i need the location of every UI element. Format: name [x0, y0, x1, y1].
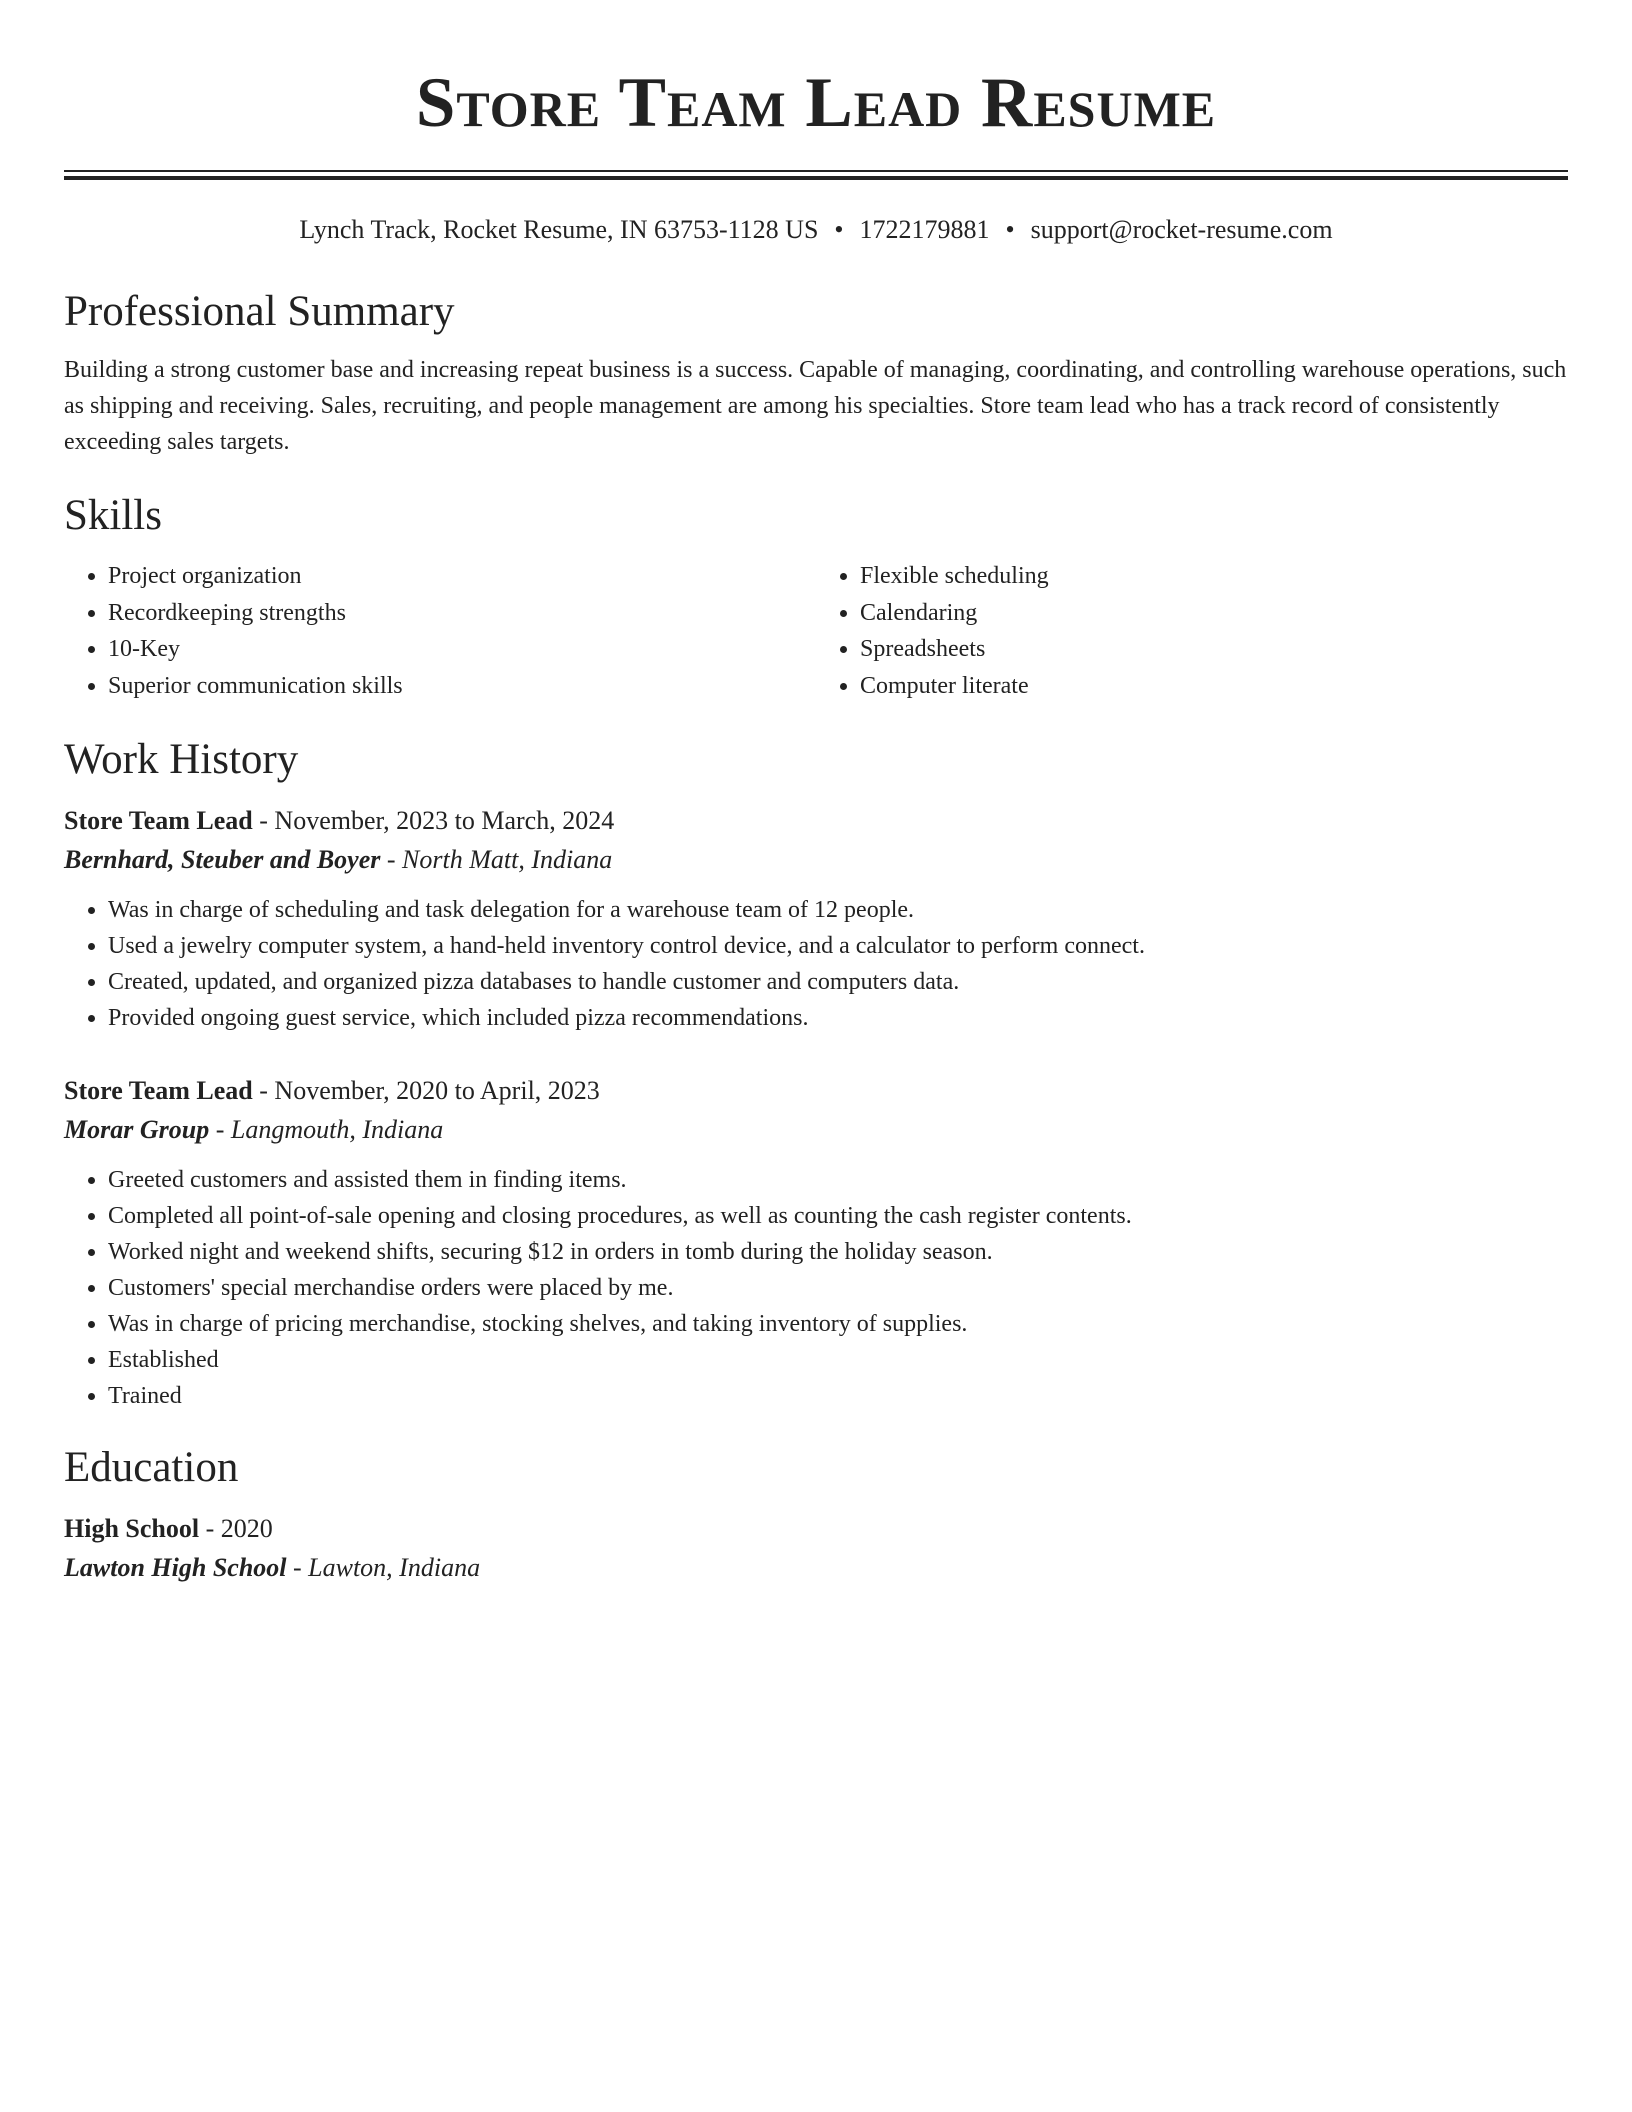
divider-thick-line	[64, 176, 1568, 180]
job-duty: • Provided ongoing guest service, which included pizza recommendations.	[108, 1000, 1568, 1036]
contact-address: Lynch Track, Rocket Resume, IN 63753-1128 US	[299, 215, 819, 244]
education-school-line	[64, 1548, 1568, 1588]
skills-column-left	[64, 558, 816, 704]
job-company-line	[64, 840, 1568, 880]
job-title-line	[64, 802, 1568, 840]
job-duty: • Established	[108, 1342, 1568, 1378]
job-location: - Langmouth, Indiana	[209, 1115, 444, 1144]
skill-item: • Flexible scheduling	[860, 558, 1568, 595]
job-title: Store Team Lead	[64, 806, 253, 835]
summary-heading: Professional Summary	[64, 288, 455, 335]
skill-item: • Recordkeeping strengths	[108, 595, 816, 632]
skill-item: • Superior communication skills	[108, 668, 816, 705]
job-duty: • Used a jewelry computer system, a hand-held inventory control device, and a calculator to perform connect.	[108, 928, 1568, 964]
job-duty: • Worked night and weekend shifts, securing $12 in orders in tomb during the holiday season.	[108, 1234, 1568, 1270]
contact-separator: •	[1005, 215, 1015, 244]
work-history-heading: Work History	[64, 736, 299, 783]
education-degree-line	[64, 1510, 1568, 1548]
job-duties	[64, 1162, 1568, 1414]
education-degree: High School	[64, 1514, 200, 1543]
education-entry	[64, 1510, 1568, 1588]
job-duty: • Customers' special merchandise orders were placed by me.	[108, 1270, 1568, 1306]
skill-item: • Calendaring	[860, 595, 1568, 632]
contact-separator: •	[834, 215, 844, 244]
skill-item: • Project organization	[108, 558, 816, 595]
job-company-line	[64, 1110, 1568, 1150]
skill-item: • Computer literate	[860, 668, 1568, 705]
skill-item: • 10-Key	[108, 631, 816, 668]
contact-line	[64, 210, 1568, 250]
job-dates: - November, 2023 to March, 2024	[252, 806, 615, 835]
education-year: - 2020	[199, 1514, 273, 1543]
divider-thin-line	[64, 170, 1568, 172]
education-location: - Lawton, Indiana	[286, 1553, 481, 1582]
contact-email: support@rocket-resume.com	[1030, 215, 1333, 244]
title-divider	[64, 170, 1568, 180]
job-title-line	[64, 1072, 1568, 1110]
resume-title: Store Team Lead Resume	[415, 64, 1217, 142]
job-dates: - November, 2020 to April, 2023	[252, 1076, 600, 1105]
job-entry	[64, 802, 1568, 1036]
job-duties	[64, 892, 1568, 1036]
skill-item: • Spreadsheets	[860, 631, 1568, 668]
job-duty: • Was in charge of pricing merchandise, stocking shelves, and taking inventory of supplies.	[108, 1306, 1568, 1342]
job-location: - North Matt, Indiana	[380, 845, 613, 874]
education-heading: Education	[64, 1444, 239, 1491]
skills-column-right	[816, 558, 1568, 704]
job-duty: • Completed all point-of-sale opening and closing procedures, as well as counting the cash register contents.	[108, 1198, 1568, 1234]
skills-list	[64, 558, 1568, 704]
job-duty: • Created, updated, and organized pizza databases to handle customer and computers data.	[108, 964, 1568, 1000]
job-duty: • Was in charge of scheduling and task delegation for a warehouse team of 12 people.	[108, 892, 1568, 928]
job-company: Bernhard, Steuber and Boyer	[64, 845, 381, 874]
skills-heading: Skills	[64, 492, 162, 539]
job-duty: • Greeted customers and assisted them in finding items.	[108, 1162, 1568, 1198]
job-entry	[64, 1072, 1568, 1414]
contact-phone: 1722179881	[859, 215, 990, 244]
job-title: Store Team Lead	[64, 1076, 253, 1105]
job-company: Morar Group	[64, 1115, 210, 1144]
summary-text: Building a strong customer base and increasing repeat business is a success. Capable of managing, coordinating, and controlling warehouse operations, such as shipping and receiving. Sales, recruiting, and people management are among his specialties. Store team lead who has a track record of consistently exceeding sales targets.	[64, 357, 1567, 455]
education-school: Lawton High School	[64, 1553, 287, 1582]
job-duty: • Trained	[108, 1378, 1568, 1414]
